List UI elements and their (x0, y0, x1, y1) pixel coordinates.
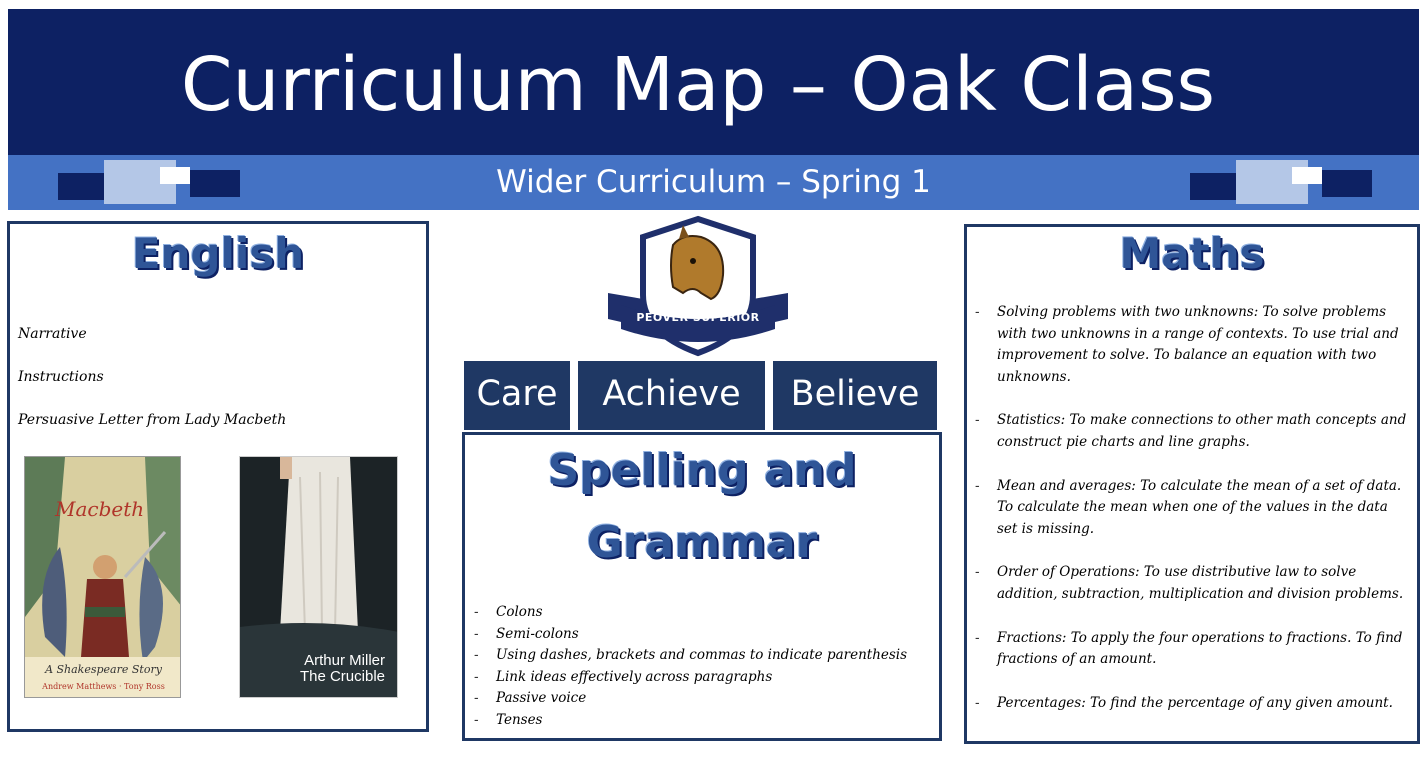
maths-list (997, 302, 1407, 714)
english-item: Narrative (18, 326, 87, 342)
spelling-heading-line2: Grammar (586, 517, 818, 568)
decor-block (1190, 173, 1236, 200)
spelling-item: - Using dashes, brackets and commas to indicate parenthesis (496, 645, 926, 667)
english-item: Instructions (18, 369, 104, 385)
maths-heading: Maths (1119, 229, 1265, 278)
spelling-item: - Tenses (496, 710, 926, 732)
value-believe: Believe (773, 361, 937, 430)
maths-item: - Solving problems with two unknowns: To solve problems with two unknowns in a range of contexts. To use trial and improvement to solve. To balance an equation with two unknowns. (997, 302, 1407, 388)
maths-item: - Percentages: To find the percentage of any given amount. (997, 693, 1407, 715)
value-care: Care (464, 361, 570, 430)
spelling-item: - Passive voice (496, 688, 926, 710)
crucible-book-cover (239, 456, 398, 698)
decor-block (160, 167, 190, 184)
macbeth-cover-title: Macbeth (55, 497, 145, 521)
spelling-list (496, 602, 926, 732)
spelling-item: - Semi-colons (496, 624, 926, 646)
crucible-cover-title: The Crucible (299, 668, 385, 685)
macbeth-illustration (25, 457, 181, 698)
school-logo (603, 215, 793, 357)
decor-block (58, 173, 104, 200)
macbeth-cover-subtitle: A Shakespeare Story (45, 663, 162, 676)
maths-item: - Fractions: To apply the four operations to fractions. To find fractions of an amount. (997, 628, 1407, 671)
school-name: PEOVER SUPERIOR (636, 311, 760, 324)
macbeth-cover-authors: Andrew Matthews · Tony Ross (42, 682, 165, 691)
page-subtitle: Wider Curriculum – Spring 1 (496, 164, 931, 200)
crucible-cover-author: Arthur Miller (304, 652, 385, 669)
decor-block (1292, 167, 1322, 184)
spelling-heading-line1: Spelling and (547, 445, 857, 496)
horse-crest-icon (603, 215, 793, 357)
page-title: Curriculum Map – Oak Class (180, 42, 1216, 128)
spelling-item: - Link ideas effectively across paragraphs (496, 667, 926, 689)
value-achieve: Achieve (578, 361, 765, 430)
maths-item: - Mean and averages: To calculate the mean of a set of data. To calculate the mean when one of the values in the data set is missing. (997, 476, 1407, 541)
decor-block (190, 170, 240, 197)
spelling-item: - Colons (496, 602, 926, 624)
decor-block (1322, 170, 1372, 197)
maths-item: - Statistics: To make connections to other math concepts and construct pie charts and line graphs. (997, 410, 1407, 453)
english-heading: English (131, 229, 305, 278)
english-item: Persuasive Letter from Lady Macbeth (18, 412, 287, 428)
macbeth-book-cover (24, 456, 181, 698)
maths-item: - Order of Operations: To use distributive law to solve addition, subtraction, multiplication and division problems. (997, 562, 1407, 605)
